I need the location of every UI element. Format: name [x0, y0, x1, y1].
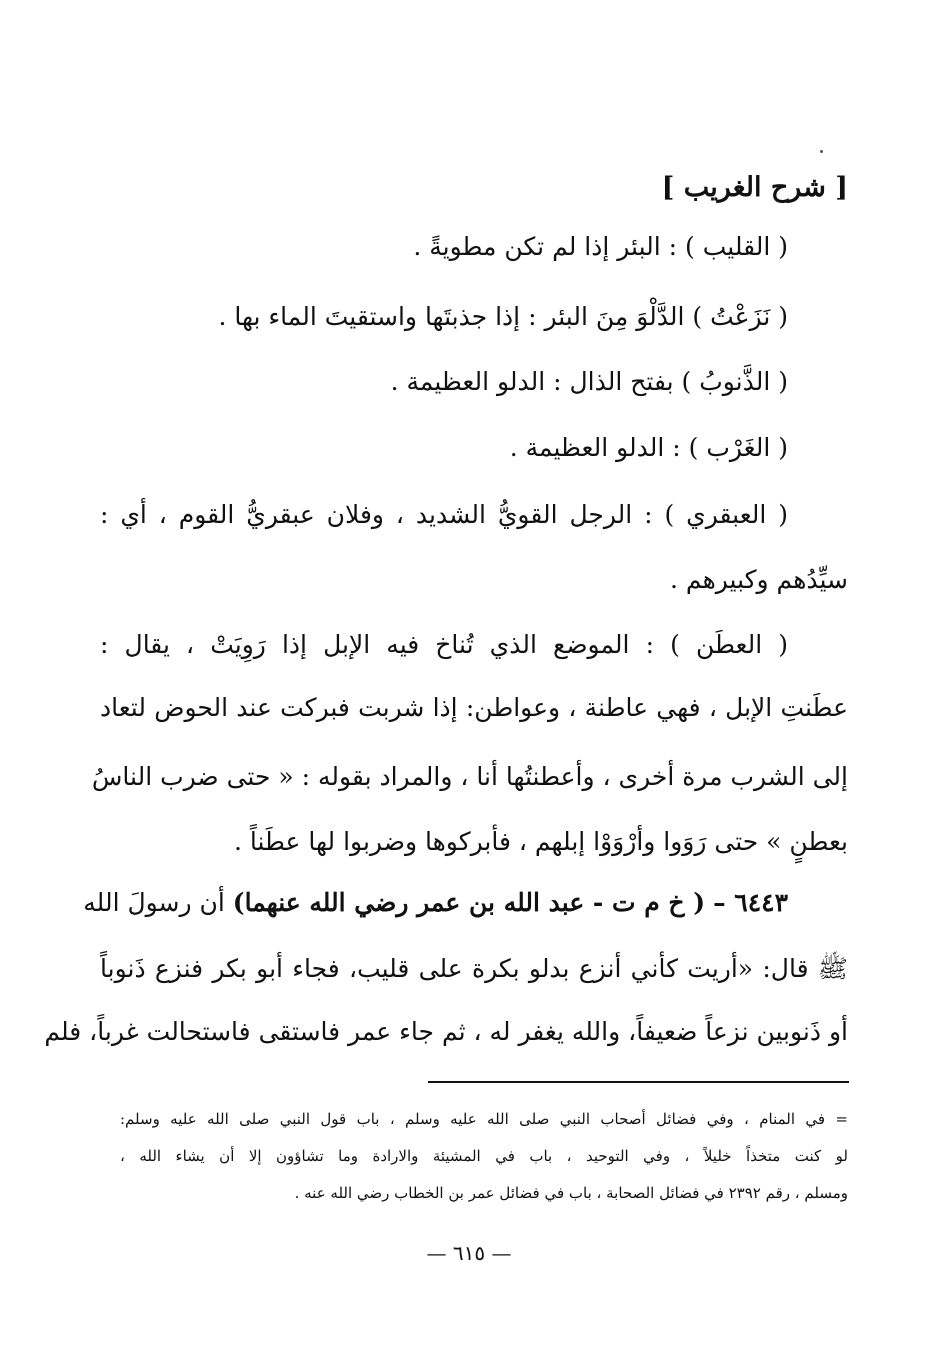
ink-speck — [820, 150, 823, 153]
glossary-entry-abqari-line2: سيِّدُهم وكبيرهم . — [670, 565, 848, 594]
hadith-number: ٦٤٤٣ – — [713, 888, 788, 917]
glossary-entry-atan-line1: ( العطَن ) : الموضع الذي تُناخ فيه الإبل إذا رَوِيَتْ ، يقال : — [100, 630, 788, 659]
glossary-entry-abqari-line1: ( العبقري ) : الرجل القويُّ الشديد ، وفلان عبقريُّ القوم ، أي : — [100, 500, 788, 529]
footnote-line2: لو كنت متخذاً خليلاً ، وفي التوحيد ، باب في المشيئة والارادة وما تشاؤون إلا أن يشاء الله ، — [120, 1147, 848, 1165]
hadith-source: ( خ م ت - عبد الله بن عمر رضي الله عنهما) — [232, 888, 706, 917]
glossary-entry-atan-line4: بعطنٍ » حتى رَوَوا وأرْوَوْا إبلهم ، فأبركوها وضربوا لها عطَناً . — [233, 827, 848, 856]
hadith-line2: ﷺ قال: «أريت كأني أنزع بدلو بكرة على قليب، فجاء أبو بكر فنزع ذَنوباً — [100, 954, 848, 983]
glossary-entry-dhanub: ( الذَّنوبُ ) بفتح الذال : الدلو العظيمة . — [390, 367, 788, 396]
page-number: — ٦١٥ — — [426, 1241, 512, 1265]
glossary-entry-atan-line2: عطَنتِ الإبل ، فهي عاطنة ، وعواطن: إذا شربت فبركت عند الحوض لتعاد — [100, 693, 848, 722]
footnote-line1: = في المنام ، وفي فضائل أصحاب النبي صلى الله عليه وسلم ، باب قول النبي صلى الله عليه وسلم: — [120, 1110, 848, 1128]
glossary-entry-qalib: ( القليب ) : البئر إذا لم تكن مطويةً . — [413, 232, 788, 261]
glossary-entry-naza: ( نَزَعْتُ ) الدَّلْوَ مِنَ البئر : إذا جذبتَها واستقيتَ الماء بها . — [218, 302, 788, 331]
glossary-entry-atan-line3: إلى الشرب مرة أخرى ، وأعطنتُها أنا ، والمراد بقوله : « حتى ضرب الناسُ — [91, 762, 848, 791]
section-heading: [ شرح الغريب ] — [661, 172, 848, 203]
glossary-entry-gharb: ( الغَرْب ) : الدلو العظيمة . — [509, 433, 788, 462]
hadith-line1-text: أن رسولَ الله — [83, 888, 225, 917]
footnote-line3: ومسلم ، رقم ٢٣٩٢ في فضائل الصحابة ، باب في فضائل عمر بن الخطاب رضي الله عنه . — [294, 1184, 848, 1202]
footnote-separator — [428, 1081, 849, 1083]
hadith-line1 — [83, 883, 848, 923]
hadith-line3: أو ذَنوبين نزعاً ضعيفاً، والله يغفر له ، ثم جاء عمر فاستقى فاستحالت غرباً، فلم — [44, 1017, 848, 1046]
